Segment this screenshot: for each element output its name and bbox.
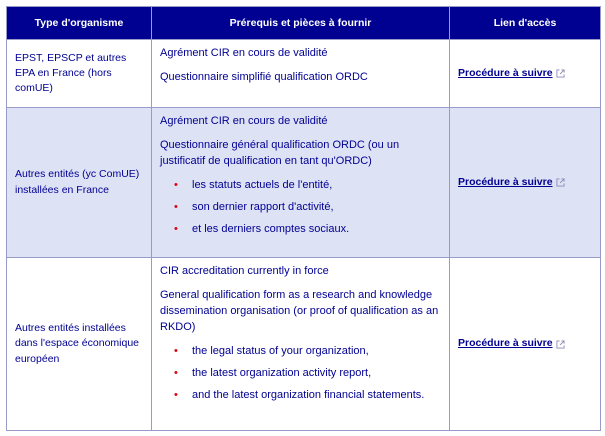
requirements-table-wrapper: [6, 6, 600, 431]
list-item-text: les statuts actuels de l'entité,: [192, 178, 333, 191]
document-list: [160, 178, 441, 238]
requirement-item: Agrément CIR en cours de validité: [160, 115, 328, 127]
table-row: [7, 258, 601, 431]
bullet-dot: •: [174, 366, 178, 379]
procedure-link[interactable]: Procédure à suivre: [458, 66, 553, 79]
header-requirements: Prérequis et pièces à fournir: [152, 7, 450, 40]
list-item: [174, 366, 441, 382]
requirements-cell: [152, 258, 450, 431]
access-link-cell: [450, 258, 601, 431]
list-item: [174, 222, 441, 238]
bullet-dot: •: [174, 344, 178, 357]
access-link-cell: [450, 108, 601, 258]
requirement-item: Agrément CIR en cours de validité: [160, 47, 328, 59]
table-row: [7, 40, 601, 108]
procedure-link-wrapper: [458, 175, 565, 190]
requirement-item: Questionnaire simplifié qualification ORDC: [160, 70, 368, 83]
list-item-text: the latest organization activity report,: [192, 366, 372, 379]
requirement-item: General qualification form as a research and knowledge dissemination organisation (or proof of qualification as an RKDO): [160, 288, 439, 333]
access-link-cell: [450, 40, 601, 108]
list-item: [174, 388, 441, 404]
procedure-link[interactable]: Procédure à suivre: [458, 175, 553, 188]
list-item-text: son dernier rapport d'activité,: [192, 200, 334, 213]
list-item: [174, 200, 441, 216]
procedure-link-wrapper: [458, 336, 565, 351]
external-link-icon: [556, 178, 565, 187]
external-link-icon: [556, 340, 565, 349]
requirement-item: Questionnaire général qualification ORDC (ou un justificatif de qualification en tant qu'ORDC): [160, 138, 400, 167]
header-access-link: Lien d'accès: [450, 7, 601, 40]
procedure-link[interactable]: Procédure à suivre: [458, 337, 553, 350]
list-item-text: et les derniers comptes sociaux.: [192, 222, 350, 235]
organisation-type-cell: Autres entités installées dans l'espace économique européen: [7, 258, 152, 431]
external-link-icon: [556, 69, 565, 78]
header-organisation-type: Type d'organisme: [7, 7, 152, 40]
table-header-row: [7, 7, 601, 40]
list-item-text: the legal status of your organization,: [192, 344, 369, 357]
requirements-table: [6, 6, 601, 431]
requirements-cell: [152, 40, 450, 108]
organisation-type-cell: Autres entités (yc ComUE) installées en France: [7, 108, 152, 258]
bullet-dot: •: [174, 388, 178, 401]
document-list: [160, 344, 441, 404]
requirement-item: CIR accreditation currently in force: [160, 265, 329, 277]
requirements-cell: [152, 108, 450, 258]
list-item: [174, 178, 441, 194]
table-row: [7, 108, 601, 258]
procedure-link-wrapper: [458, 66, 565, 81]
bullet-dot: •: [174, 222, 178, 235]
bullet-dot: •: [174, 200, 178, 213]
organisation-type-cell: EPST, EPSCP et autres EPA en France (hors comUE): [7, 40, 152, 108]
list-item-text: and the latest organization financial statements.: [192, 388, 425, 401]
list-item: [174, 344, 441, 360]
bullet-dot: •: [174, 178, 178, 191]
